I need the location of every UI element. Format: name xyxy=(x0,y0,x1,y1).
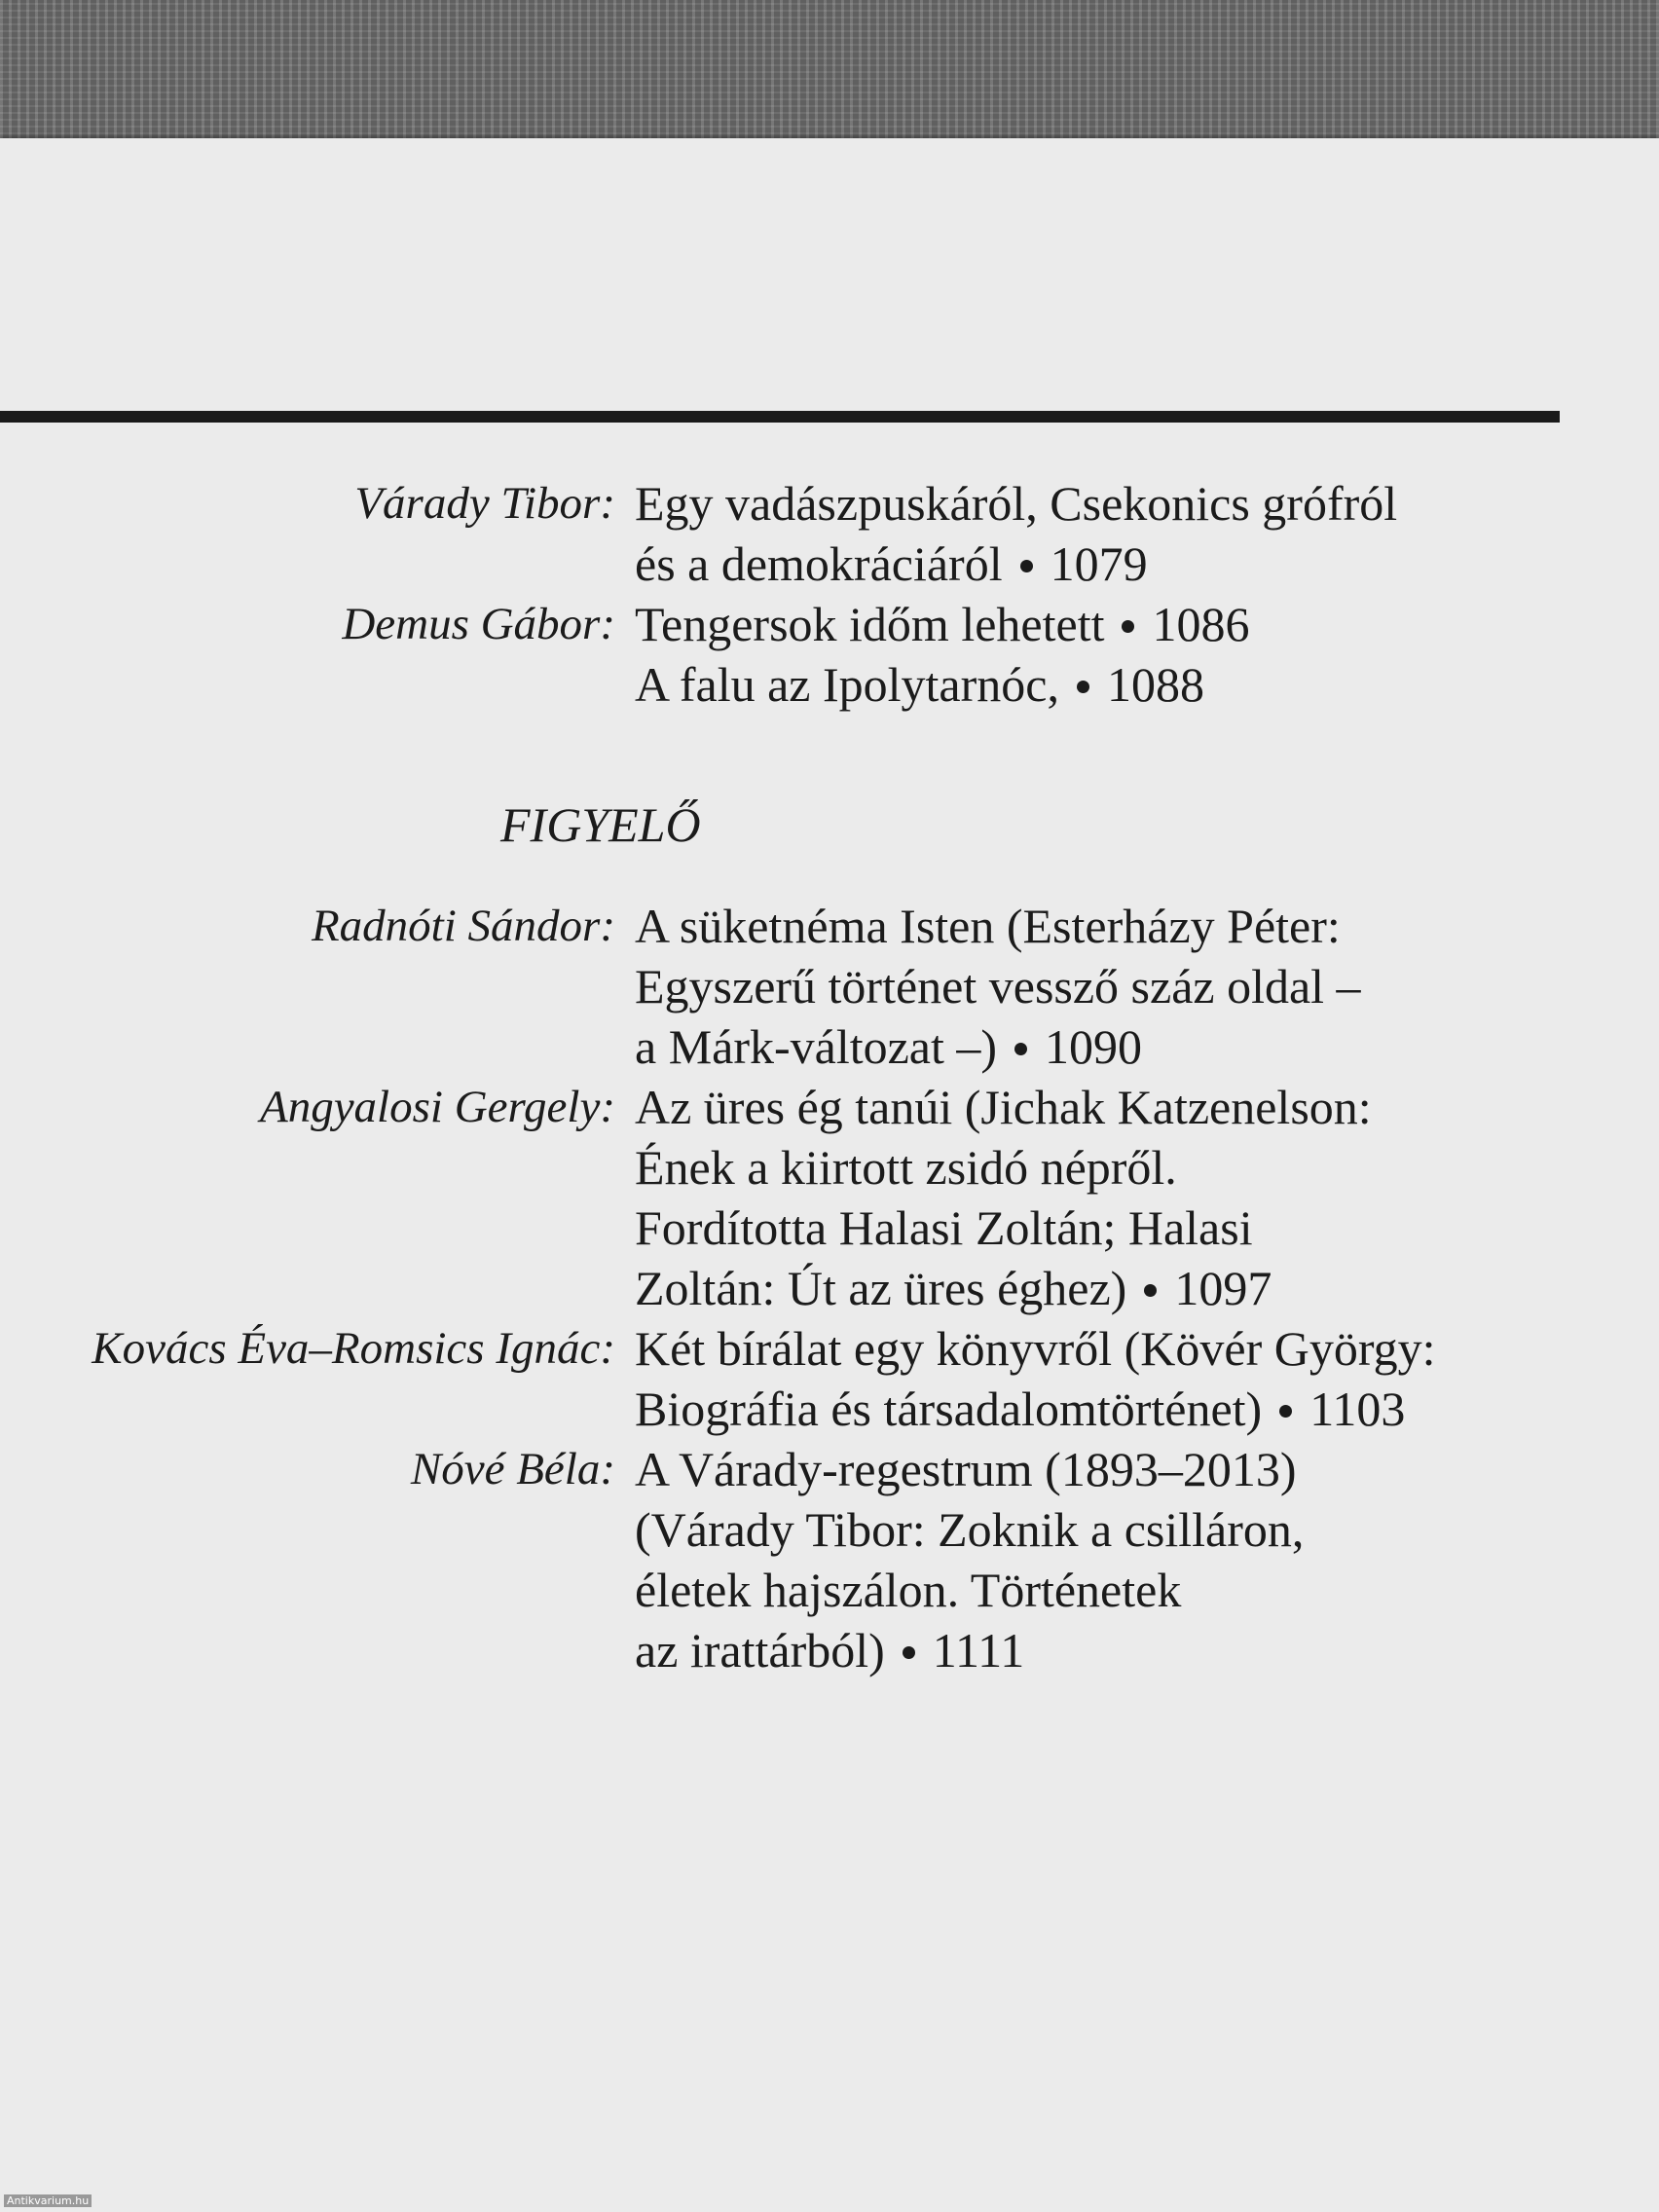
entry-title xyxy=(635,1077,1372,1318)
entry-title-text: Az üres ég tanúi (Jichak Katzenelson: xyxy=(635,1080,1372,1134)
toc-entries-section xyxy=(0,896,1659,1680)
bullet-icon xyxy=(1279,1405,1292,1418)
entry-title-text: Biográfia és társadalomtörténet) xyxy=(635,1382,1263,1436)
bullet-icon xyxy=(1144,1284,1157,1297)
entry-title-text: A Várady-regestrum (1893–2013) xyxy=(635,1442,1297,1496)
entry-title xyxy=(635,1439,1304,1680)
entry-title-line xyxy=(635,1379,1436,1439)
entry-page-number: 1088 xyxy=(1106,657,1204,712)
entry-title-line xyxy=(635,1016,1361,1077)
entry-page-number: 1090 xyxy=(1045,1019,1143,1074)
table-of-contents xyxy=(0,473,1659,1680)
entry-title-line xyxy=(635,1077,1372,1137)
entry-author: Radnóti Sándor: xyxy=(311,901,615,951)
entry-title-line xyxy=(635,896,1361,956)
entry-author: Várady Tibor: xyxy=(354,478,615,529)
entry-title-text: Ének a kiirtott zsidó népről. xyxy=(635,1140,1177,1195)
entry-title-line xyxy=(635,1499,1304,1560)
entry-title-text: a Márk-változat –) xyxy=(635,1019,998,1074)
entry-title-line xyxy=(635,1318,1436,1379)
entry-title-text: Tengersok időm lehetett xyxy=(635,597,1105,651)
entry-title-line xyxy=(635,1620,1304,1680)
entry-author: Nóvé Béla: xyxy=(410,1444,615,1494)
entry-title-line xyxy=(635,1560,1304,1620)
watermark: Antikvarium.hu xyxy=(4,2194,92,2207)
entry-title-text: (Várady Tibor: Zoknik a csilláron, xyxy=(635,1502,1305,1557)
entry-title xyxy=(635,1318,1436,1439)
entry-title-text: Egyszerű történet vessző száz oldal – xyxy=(635,959,1361,1014)
entry-title-line xyxy=(635,594,1249,654)
entry-title-text: A falu az Ipolytarnóc, xyxy=(635,657,1059,712)
background-surface xyxy=(0,0,1659,141)
bullet-icon xyxy=(1122,620,1134,633)
toc-entry xyxy=(0,1318,1659,1439)
bullet-icon xyxy=(1014,1043,1027,1055)
entry-title-text: Zoltán: Út az üres éghez) xyxy=(635,1261,1127,1315)
header-rule xyxy=(0,411,1560,423)
entry-title-text: A süketnéma Isten (Esterházy Péter: xyxy=(635,899,1341,953)
entry-title-line xyxy=(635,473,1397,534)
entry-title xyxy=(635,594,1249,654)
bullet-icon xyxy=(1077,681,1089,693)
toc-entry xyxy=(0,473,1659,594)
entry-title-text: az irattárból) xyxy=(635,1623,885,1677)
entry-title-line xyxy=(635,1137,1372,1198)
toc-entry xyxy=(0,1077,1659,1318)
entry-page-number: 1111 xyxy=(932,1623,1025,1677)
entry-title-line xyxy=(635,1439,1304,1499)
toc-entries-top xyxy=(0,473,1659,715)
bullet-icon xyxy=(1020,560,1033,572)
entry-title xyxy=(635,896,1361,1077)
section-heading: FIGYELŐ xyxy=(500,797,701,852)
entry-title-text: Két bírálat egy könyvről (Kövér György: xyxy=(635,1321,1436,1376)
entry-title xyxy=(635,654,1204,715)
bullet-icon xyxy=(903,1646,915,1659)
entry-title-text: életek hajszálon. Történetek xyxy=(635,1563,1182,1617)
toc-entry xyxy=(0,594,1659,654)
entry-author: Angyalosi Gergely: xyxy=(259,1082,615,1132)
entry-page-number: 1079 xyxy=(1050,536,1148,591)
entry-title-text: és a demokráciáról xyxy=(635,536,1003,591)
entry-author: Demus Gábor: xyxy=(342,599,615,649)
entry-page-number: 1086 xyxy=(1152,597,1250,651)
toc-entry xyxy=(0,654,1659,715)
entry-title-line xyxy=(635,1258,1372,1318)
entry-title-line xyxy=(635,534,1397,594)
entry-title-line xyxy=(635,654,1204,715)
entry-page-number: 1103 xyxy=(1309,1382,1406,1436)
entry-title xyxy=(635,473,1397,594)
entry-page-number: 1097 xyxy=(1174,1261,1272,1315)
entry-title-text: Egy vadászpuskáról, Csekonics grófról xyxy=(635,476,1398,531)
toc-entry xyxy=(0,1439,1659,1680)
entry-title-line xyxy=(635,956,1361,1016)
entry-title-line xyxy=(635,1198,1372,1258)
entry-title-text: Fordította Halasi Zoltán; Halasi xyxy=(635,1200,1253,1255)
toc-entry xyxy=(0,896,1659,1077)
entry-author: Kovács Éva–Romsics Ignác: xyxy=(92,1323,615,1374)
